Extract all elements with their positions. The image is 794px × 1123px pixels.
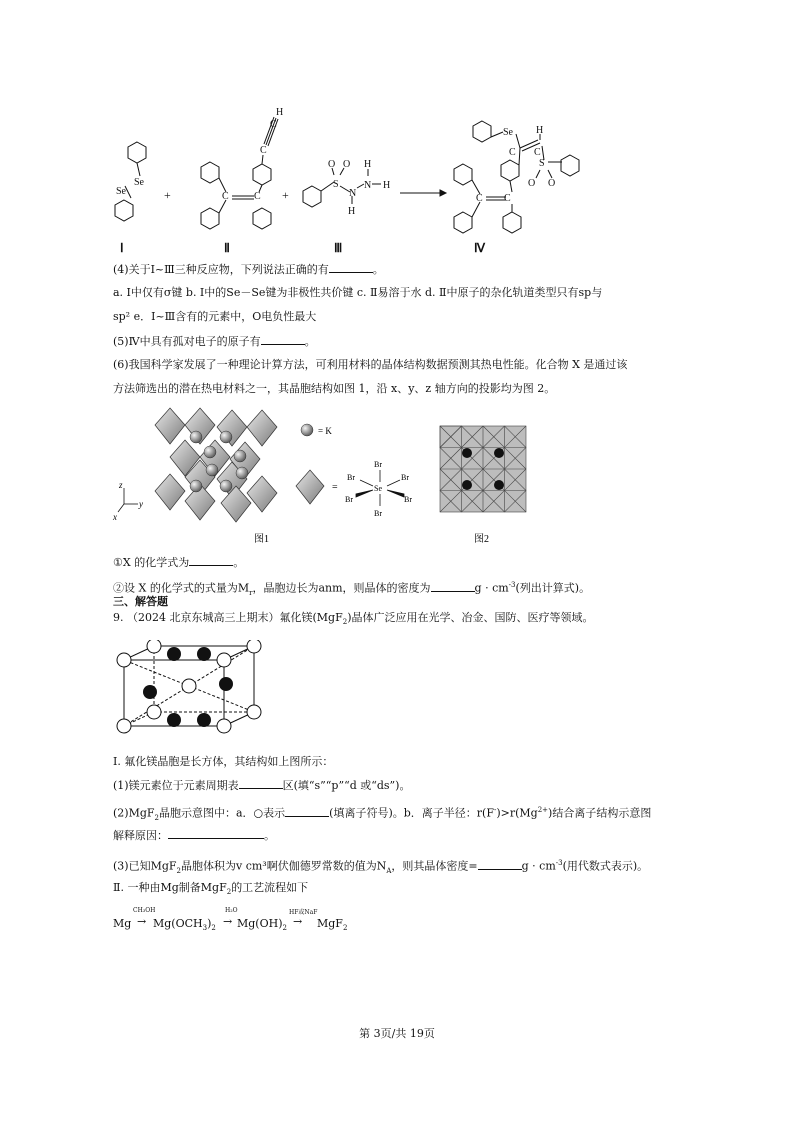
- benzene-ring: [501, 160, 519, 181]
- legend-octahedron: [296, 470, 324, 504]
- atom-label: C: [476, 193, 483, 204]
- answer-blank[interactable]: [431, 580, 475, 592]
- axis-x-label: x: [113, 512, 117, 522]
- atom-label: Br: [347, 473, 355, 482]
- benzene-ring: [503, 212, 521, 233]
- figure-2-projection: [440, 426, 526, 512]
- atom-label: Br: [374, 509, 382, 518]
- atom-label: H: [383, 180, 391, 191]
- plus-sign: +: [164, 188, 171, 202]
- atom-label: Br: [345, 495, 353, 504]
- atom-label: Br: [374, 460, 382, 469]
- atom-label: C: [254, 191, 261, 202]
- flow-reagent-ch3oh: CH₃OH: [133, 907, 156, 914]
- flow-reagent-hf: HF或NaF: [289, 909, 318, 916]
- atom-label: H: [276, 107, 284, 118]
- answer-blank[interactable]: [261, 333, 305, 345]
- atom-label: O: [528, 178, 536, 189]
- question-5-stem: (5)Ⅳ中具有孤对电子的原子有 。: [113, 335, 316, 348]
- flow-step-mg: Mg: [113, 917, 132, 930]
- atom-label: C: [270, 119, 277, 130]
- atom-label: O: [328, 159, 336, 170]
- axes-indicator: [118, 488, 138, 512]
- question-4-options-line2: sp² e．I~Ⅲ含有的元素中，O电负性最大: [113, 310, 317, 323]
- benzene-ring: [201, 208, 219, 229]
- compound-label-1: Ⅰ: [120, 241, 124, 255]
- atom-label: H: [536, 125, 544, 136]
- atom-label: Br: [401, 473, 409, 482]
- crystal-figures: [0, 400, 794, 550]
- atom-label: H: [364, 159, 372, 170]
- benzene-ring: [201, 162, 219, 183]
- flow-step-mgf2: MgF$_2$: [317, 917, 348, 933]
- plus-sign: +: [282, 188, 289, 202]
- atom-label: O: [548, 178, 556, 189]
- flow-arrow: →: [137, 915, 147, 928]
- atom-label: C: [260, 145, 267, 156]
- benzene-ring: [561, 155, 579, 176]
- compound-label-2: Ⅱ: [224, 241, 230, 255]
- atom-label: C: [509, 147, 516, 158]
- question-6-line1: (6)我国科学家发展了一种理论计算方法，可利用材料的晶体结构数据预测其热电性能。化合物 X 是通过该: [113, 358, 628, 371]
- atom-label: C: [504, 193, 511, 204]
- figure-1-caption: 图1: [254, 534, 269, 545]
- atom-label: Se: [134, 177, 144, 188]
- page-footer: 第 3页/共 19页: [359, 1027, 435, 1040]
- answer-blank[interactable]: [478, 858, 522, 870]
- question-9-sub3: (3)已知MgF$_2$晶胞体积为v cm³啊伏伽德罗常数的值为$N_A$，则其晶体密度= $g \cdot cm^{-3}$(用代数式表示)。: [113, 859, 649, 875]
- question-6-sub2: ②设 X 的化学式的式量为$M_r$，晶胞边长为anm，则晶体的密度为 $g \cdot cm^{-3}$(列出计算式)。: [113, 581, 591, 597]
- benzene-ring: [253, 208, 271, 229]
- axis-y-label: y: [139, 499, 143, 509]
- answer-blank[interactable]: [285, 805, 329, 817]
- figure-2-caption: 图2: [474, 534, 489, 545]
- process-flow: [113, 905, 413, 941]
- arrow-head: [440, 190, 446, 196]
- figure-1-cell: [155, 408, 277, 522]
- answer-blank[interactable]: [168, 827, 264, 839]
- flow-step-hydroxide: $Mg(OH)_2$: [237, 917, 287, 933]
- flow-reagent-h2o: H₂O: [225, 907, 238, 914]
- legend-equals: =: [332, 482, 338, 493]
- compound-label-4: Ⅳ: [474, 241, 486, 255]
- atom-label: S: [539, 158, 545, 169]
- legend-k-ball: [301, 424, 313, 436]
- question-9-sub2-line2: 解释原因： 。: [113, 829, 275, 842]
- compound-label-3: Ⅲ: [334, 241, 343, 255]
- atom-label: N: [349, 188, 357, 199]
- atom-label: Se: [374, 484, 382, 493]
- atom-label: S: [333, 179, 339, 190]
- question-9-sub2: (2)MgF$_2$晶胞示意图中：a．○表示 (填离子符号)。b．离子半径：$r(F^-)>r(Mg^{2+})$结合离子结构示意图: [113, 806, 652, 822]
- flow-arrow: →: [293, 915, 303, 928]
- benzene-ring: [454, 212, 472, 233]
- question-6-line2: 方法筛选出的潜在热电材料之一，其晶胞结构如图 1，沿 x、y、z 轴方向的投影均为图 2。: [113, 382, 556, 395]
- mgf2-unit-cell: [112, 640, 272, 745]
- question-9-part1: I. 氟化镁晶胞是长方体，其结构如上图所示：: [113, 755, 334, 768]
- atom-label: H: [348, 206, 356, 217]
- benzene-ring: [473, 121, 491, 142]
- atom-label: O: [343, 159, 351, 170]
- question-9-sub1: (1)镁元素位于元素周期表 区(填“s”“p”“d 或“ds”)。: [113, 779, 411, 792]
- question-4-stem: (4)关于I~Ⅲ三种反应物，下列说法正确的有 。: [113, 263, 384, 276]
- question-6-sub1: ①X 的化学式为 。: [113, 556, 245, 569]
- benzene-ring: [303, 186, 321, 207]
- atom-label: Br: [404, 495, 412, 504]
- reaction-scheme: [0, 0, 794, 260]
- benzene-ring: [253, 164, 271, 185]
- flow-arrow: →: [223, 915, 233, 928]
- benzene-ring: [454, 164, 472, 185]
- axis-z-label: z: [119, 480, 123, 490]
- question-9-part2: Ⅱ. 一种由Mg制备MgF$_2$的工艺流程如下: [113, 881, 309, 897]
- question-9-stem: 9. （2024 北京东城高三上期末）氟化镁(MgF$_2$)晶体广泛应用在光学、冶金、国防、医疗等领域。: [113, 611, 594, 627]
- atom-label: C: [534, 147, 541, 158]
- legend-k-text: = K: [318, 426, 332, 436]
- section-heading: 三、解答题: [113, 595, 168, 608]
- atom-label: N: [364, 180, 372, 191]
- answer-blank[interactable]: [239, 777, 283, 789]
- answer-blank[interactable]: [189, 554, 233, 566]
- atom-label: Se: [116, 186, 126, 197]
- answer-blank[interactable]: [329, 261, 373, 273]
- question-4-options-line1: a. Ⅰ中仅有σ键 b. Ⅰ中的Se－Se键为非极性共价键 c. Ⅱ易溶于水 d. Ⅱ中原子的杂化轨道类型只有sp与: [113, 286, 603, 299]
- atom-label: Se: [503, 127, 513, 138]
- flow-step-methoxide: $Mg(OCH_3)_2$: [153, 917, 216, 933]
- benzene-ring: [115, 200, 133, 221]
- benzene-ring: [128, 142, 146, 163]
- atom-label: C: [222, 191, 229, 202]
